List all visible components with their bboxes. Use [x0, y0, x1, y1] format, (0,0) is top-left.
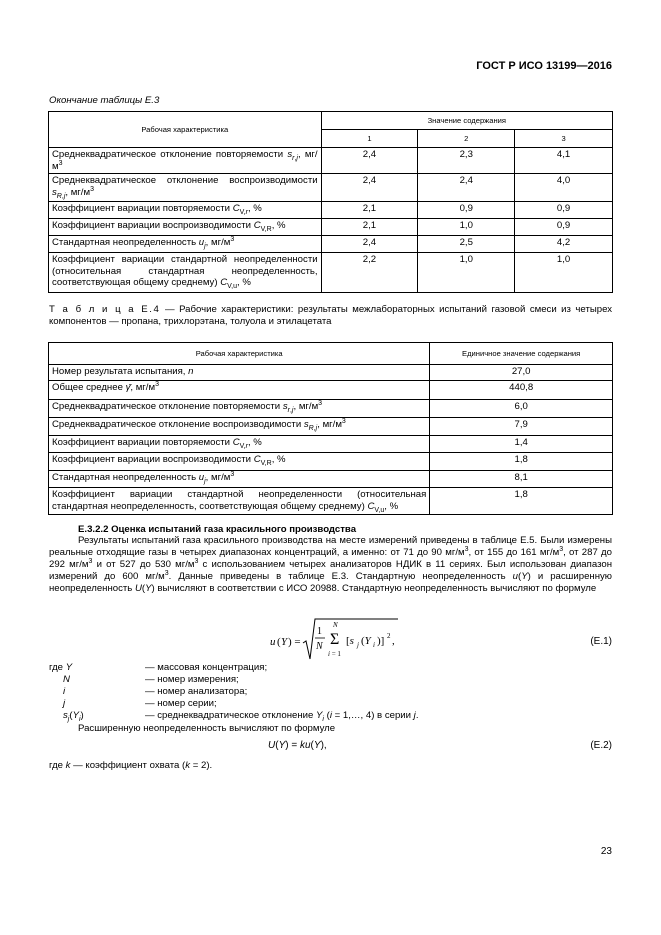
formula-e2: U(Y) = ku(Y), — [268, 740, 327, 751]
row-label: Коэффициент вариации повторяемости $C_{V,r}$, % — [49, 436, 430, 453]
table-row — [49, 219, 613, 236]
where-list: где Y — массовая концентрация; N — номер измерения; i — номер анализатора; j — номер серии; $s_j(Y_i)$ — среднеквадратическое отклонение $Y_i$ (i = 1,…, 4) в серии j. — [49, 662, 419, 723]
cell-value: 2,4 — [321, 174, 418, 202]
table-row — [49, 202, 613, 219]
cell-value: 1,0 — [418, 219, 515, 236]
row-label: Коэффициент вариации воспроизводимости $C_{V,R}$, % — [49, 453, 430, 471]
section-heading: Е.3.2.2 Оценка испытаний газа красильного производства — [78, 524, 357, 535]
subcol-3: 3 — [515, 130, 613, 148]
section-paragraph: Результаты испытаний газа красильного производства на месте измерений приведены в таблице Е.5. Были измерены реальные отходящие газы в четырех диапазонах концентраций, а именно: от 71 до 90 $мг/м^3$, от 155 до 161 $мг/м^3$, от 287 до 292 $мг/м^3$ и от 527 до 530 $мг/м^3$ с использованием четырех анализаторов НДИК в 11 сериях. Был использован диапазон измерений до 600 $мг/м^3$. Данные приведены в таблице Е.3. Стандартную неопределенность u(Y) и расширенную неопределенность U(Y) вычисляют в соответствии с ИСО 20988. Стандартную неопределенность вычисляют по формуле — [49, 535, 612, 594]
subcol-1: 1 — [321, 130, 418, 148]
table-row — [49, 365, 613, 381]
row-label: Коэффициент вариации стандартной неопределенности (относительная стандартная неопределенность, соответствующая общему среднему) $C_{V,u}$, % — [49, 488, 430, 515]
cell-value: 7,9 — [430, 418, 613, 436]
where-desc: — среднеквадратическое отклонение $Y_i$ (i = 1,…, 4) в серии j. — [145, 710, 419, 723]
table1-caption: Окончание таблицы Е.3 — [49, 95, 160, 106]
cell-value: 4,0 — [515, 174, 613, 202]
svg-text:1: 1 — [317, 626, 322, 637]
svg-text:N: N — [333, 621, 338, 629]
svg-text:Σ: Σ — [330, 631, 340, 648]
row-label: Коэффициент вариации стандартной неопределенности (относительная стандартная неопределенность, соответствующая общему среднему) $C_{V,u}$, % — [49, 253, 322, 293]
cell-value: 1,0 — [418, 253, 515, 293]
cell-value: 8,1 — [430, 471, 613, 488]
cell-value: 2,4 — [321, 236, 418, 253]
svg-text:i: i — [373, 641, 375, 649]
svg-text:N: N — [316, 641, 323, 652]
cell-value: 440,8 — [430, 381, 613, 400]
where-intro: где — [49, 662, 64, 673]
cell-value: 2,4 — [418, 174, 515, 202]
svg-text:)]: )] — [377, 635, 385, 647]
row-label: Общее среднее γ̄, $мг/м^3$ — [49, 381, 430, 400]
table-row — [49, 400, 613, 418]
cell-value: 6,0 — [430, 400, 613, 418]
formula-e1-svg — [270, 617, 410, 667]
formula-e1-number: (Е.1) — [590, 636, 612, 647]
cell-value: 2,3 — [418, 148, 515, 174]
where-desc: — номер серии; — [145, 698, 217, 709]
where-desc: — номер анализатора; — [145, 686, 248, 697]
svg-text:(: ( — [277, 636, 281, 648]
subcol-2: 2 — [418, 130, 515, 148]
cell-value: 2,1 — [321, 219, 418, 236]
svg-text:,: , — [392, 635, 395, 647]
svg-text:2: 2 — [387, 632, 391, 640]
cell-value: 1,8 — [430, 453, 613, 471]
table-row — [49, 453, 613, 471]
table-row — [49, 253, 613, 293]
table-row — [49, 488, 613, 515]
table-row — [49, 436, 613, 453]
table2-caption-prefix: Т а б л и ц а Е.4 — [49, 304, 161, 315]
col-header-value-group: Значение содержания — [321, 112, 612, 130]
cell-value: 2,5 — [418, 236, 515, 253]
table-row — [49, 148, 613, 174]
table2-caption — [49, 304, 612, 328]
svg-text:(Y: (Y — [361, 635, 371, 647]
row-label: Коэффициент вариации повторяемости $C_{V,r}$, % — [49, 202, 322, 219]
table-row — [49, 418, 613, 436]
cell-value: 0,9 — [515, 219, 613, 236]
svg-text:) =: ) = — [288, 636, 301, 648]
row-label: Стандартная неопределенность $u_j$, $мг/м^3$ — [49, 471, 430, 488]
cell-value: 27,0 — [430, 365, 613, 381]
svg-text:Y: Y — [281, 636, 288, 648]
row-label: Номер результата испытания, n — [49, 365, 430, 381]
row-label: Стандартная неопределенность $u_j$, $мг/м^3$ — [49, 236, 322, 253]
expanded-intro: Расширенную неопределенность вычисляют по формуле — [78, 723, 336, 734]
table-row — [49, 471, 613, 488]
formula-e2-number: (Е.2) — [590, 740, 612, 751]
svg-text:u: u — [270, 636, 276, 648]
row-label: Коэффициент вариации воспроизводимости $C_{V,R}$, % — [49, 219, 322, 236]
row-label: Среднеквадратическое отклонение воспроизводимости $s_{R,j}$, $мг/м^3$ — [49, 418, 430, 436]
table-row — [49, 236, 613, 253]
table2-caption-text: — Рабочие характеристики: результаты межлабораторных испытаний газовой смеси из четырех компонентов — пропана, трихлорэтана, толуола и этилацетата — [49, 304, 612, 327]
svg-text:j: j — [357, 641, 359, 649]
where-desc: — массовая концентрация; — [145, 662, 268, 673]
where-desc: — номер измерения; — [145, 674, 239, 685]
row-label: Среднеквадратическое отклонение повторяемости $s_{r,j}$, $мг/м^3$ — [49, 148, 322, 174]
document-header: ГОСТ Р ИСО 13199—2016 — [476, 60, 612, 72]
page-number: 23 — [600, 846, 612, 857]
cell-value: 4,1 — [515, 148, 613, 174]
cell-value: 2,2 — [321, 253, 418, 293]
cell-value: 0,9 — [418, 202, 515, 219]
row-label: Среднеквадратическое отклонение повторяемости $s_{r,j}$, $мг/м^3$ — [49, 400, 430, 418]
table-e3-end — [48, 111, 613, 293]
where-coverage: где k — коэффициент охвата (k = 2). — [49, 760, 213, 771]
col-header-single-value: Единичное значение содержания — [430, 343, 613, 365]
formula-e1 — [270, 617, 410, 667]
row-label: Среднеквадратическое отклонение воспроизводимости $s_{R,j}$, $мг/м^3$ — [49, 174, 322, 202]
cell-value: 2,4 — [321, 148, 418, 174]
cell-value: 2,1 — [321, 202, 418, 219]
cell-value: 1,0 — [515, 253, 613, 293]
cell-value: 1,4 — [430, 436, 613, 453]
cell-value: 0,9 — [515, 202, 613, 219]
cell-value: 4,2 — [515, 236, 613, 253]
col-header-characteristic: Рабочая характеристика — [49, 343, 430, 365]
table-e4 — [48, 342, 613, 515]
col-header-characteristic: Рабочая характеристика — [49, 112, 322, 148]
cell-value: 1,8 — [430, 488, 613, 515]
svg-text:[s: [s — [346, 635, 354, 647]
table-row — [49, 381, 613, 400]
table-row — [49, 174, 613, 202]
svg-text:i = 1: i = 1 — [328, 650, 341, 658]
